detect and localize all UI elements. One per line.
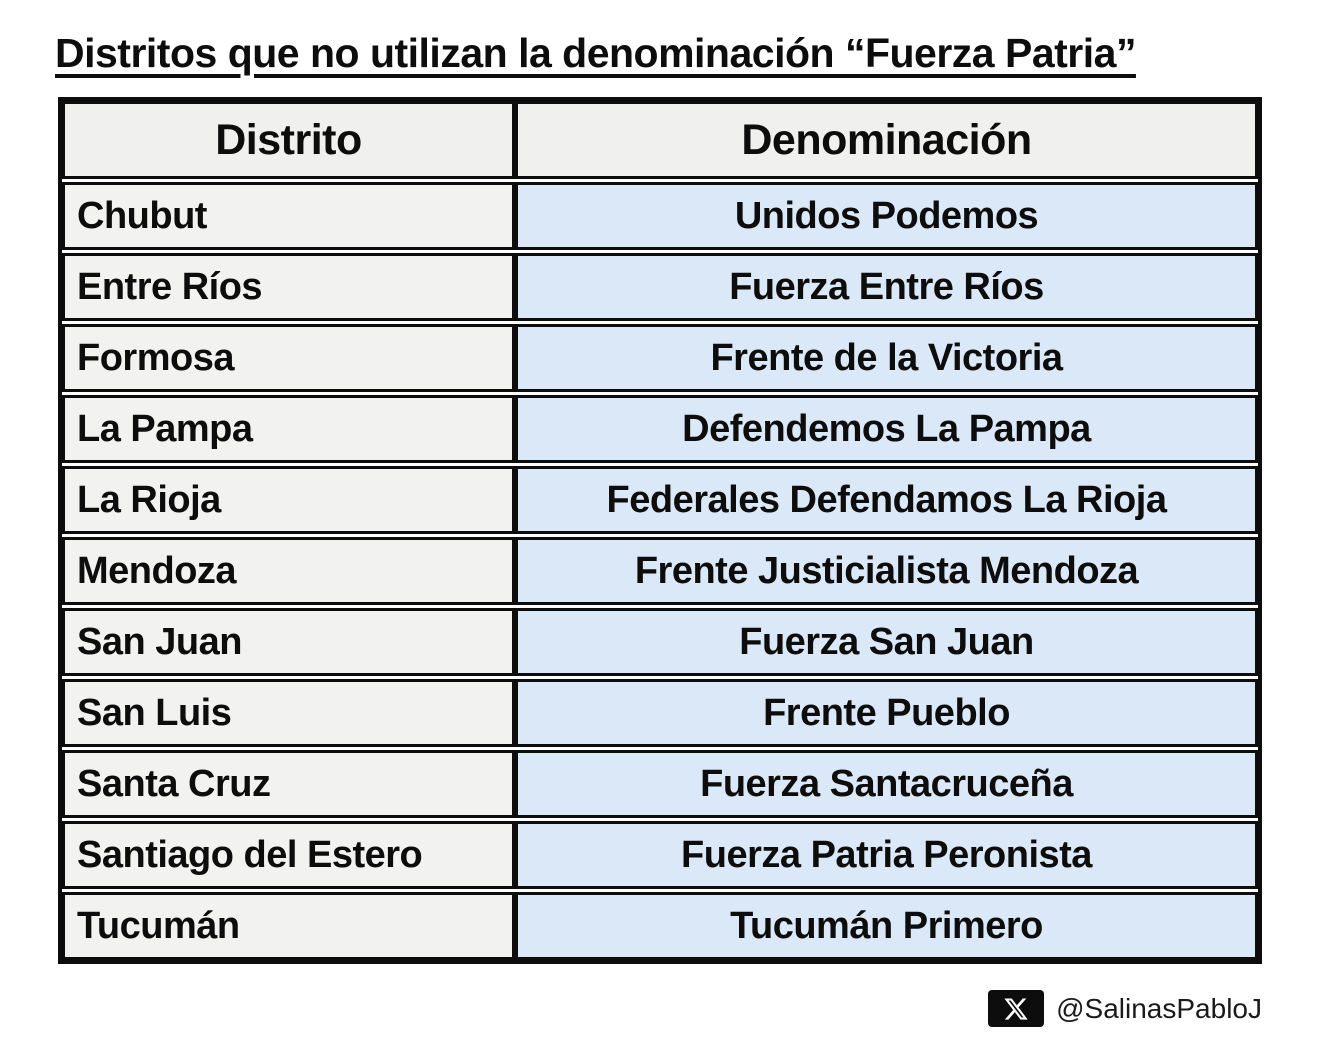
districts-table: [58, 97, 1262, 964]
table-row: [62, 395, 1258, 463]
table-row: [62, 608, 1258, 676]
table-row: [62, 750, 1258, 818]
denomination-cell: Fuerza Patria Peronista: [518, 824, 1255, 886]
district-cell: Chubut: [65, 185, 518, 247]
attribution-footer: [988, 990, 1262, 1027]
district-cell: La Pampa: [65, 398, 518, 460]
page-title: Distritos que no utilizan la denominación “Fuerza Patria”: [55, 30, 1136, 76]
table-header-row: [62, 101, 1258, 179]
denomination-cell: Tucumán Primero: [518, 895, 1255, 957]
x-logo-icon: [988, 990, 1044, 1027]
denomination-cell: Frente Justicialista Mendoza: [518, 540, 1255, 602]
table-row: [62, 182, 1258, 250]
denomination-cell: Fuerza Santacruceña: [518, 753, 1255, 815]
table-row: [62, 537, 1258, 605]
denomination-cell: Defendemos La Pampa: [518, 398, 1255, 460]
table-row: [62, 679, 1258, 747]
denomination-column-header: Denominación: [518, 104, 1255, 176]
table-row: [62, 892, 1258, 960]
district-cell: Santiago del Estero: [65, 824, 518, 886]
denomination-cell: Frente Pueblo: [518, 682, 1255, 744]
denomination-cell: Fuerza San Juan: [518, 611, 1255, 673]
district-cell: Formosa: [65, 327, 518, 389]
district-cell: San Juan: [65, 611, 518, 673]
district-cell: La Rioja: [65, 469, 518, 531]
district-column-header: Distrito: [65, 104, 518, 176]
district-cell: San Luis: [65, 682, 518, 744]
denomination-cell: Frente de la Victoria: [518, 327, 1255, 389]
author-handle: @SalinasPabloJ: [1056, 992, 1262, 1024]
table-row: [62, 324, 1258, 392]
table-row: [62, 253, 1258, 321]
district-cell: Santa Cruz: [65, 753, 518, 815]
district-cell: Entre Ríos: [65, 256, 518, 318]
denomination-cell: Unidos Podemos: [518, 185, 1255, 247]
table-row: [62, 466, 1258, 534]
denomination-cell: Federales Defendamos La Rioja: [518, 469, 1255, 531]
district-cell: Mendoza: [65, 540, 518, 602]
table-row: [62, 821, 1258, 889]
denomination-cell: Fuerza Entre Ríos: [518, 256, 1255, 318]
district-cell: Tucumán: [65, 895, 518, 957]
